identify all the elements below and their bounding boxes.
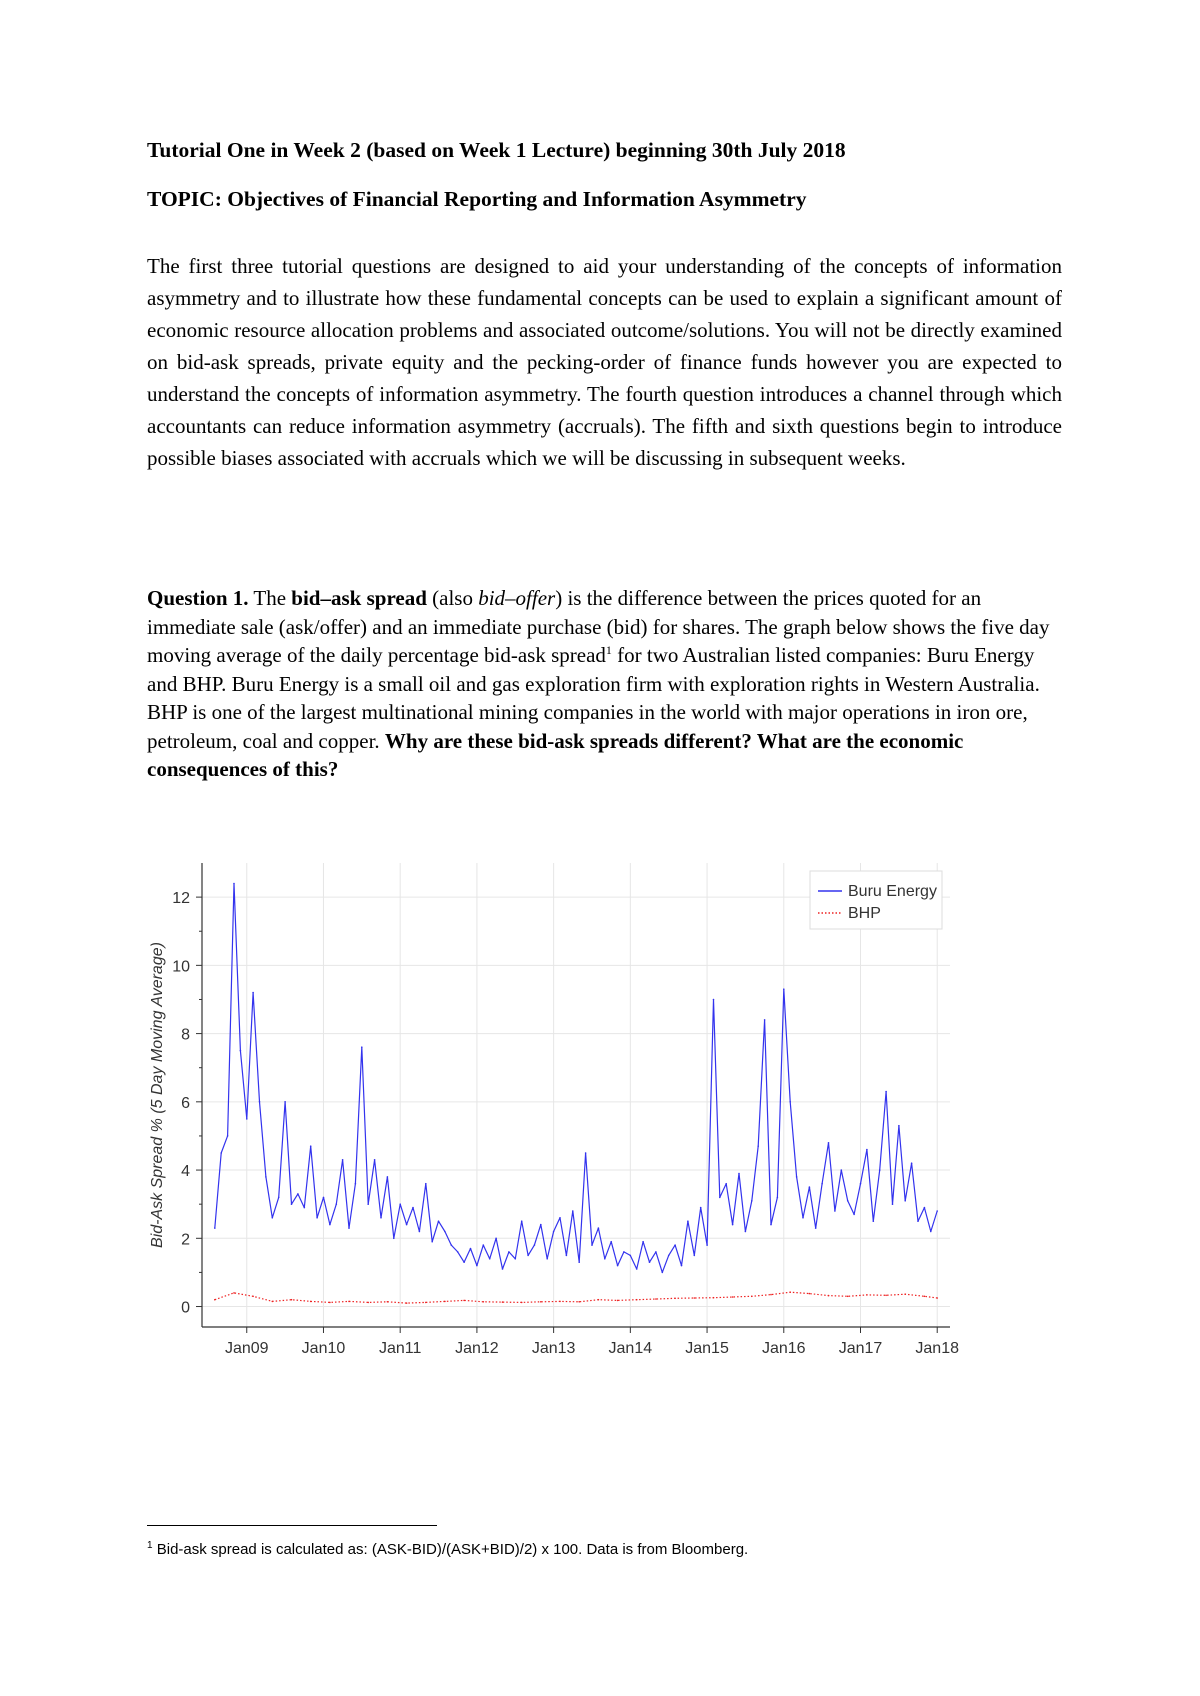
bhp-data-point bbox=[617, 1300, 619, 1302]
bhp-data-point bbox=[463, 1300, 465, 1302]
buru-energy-data-point bbox=[534, 1244, 536, 1246]
buru-energy-data-point bbox=[668, 1255, 670, 1257]
chart-grid bbox=[202, 863, 950, 1327]
y-tick-label: 2 bbox=[181, 1231, 190, 1249]
buru-energy-data-point bbox=[476, 1265, 478, 1267]
buru-energy-data-point bbox=[444, 1231, 446, 1233]
buru-energy-data-point bbox=[355, 1183, 357, 1185]
buru-energy-data-point bbox=[610, 1241, 612, 1243]
buru-energy-data-point bbox=[911, 1162, 913, 1164]
bhp-data-point bbox=[636, 1299, 638, 1301]
buru-energy-data-point bbox=[898, 1125, 900, 1127]
bhp-data-point bbox=[540, 1301, 542, 1303]
bhp-data-point bbox=[751, 1296, 753, 1298]
buru-energy-data-point bbox=[412, 1207, 414, 1209]
buru-energy-data-point bbox=[572, 1210, 574, 1212]
buru-energy-data-point bbox=[278, 1197, 280, 1199]
bhp-data-point bbox=[655, 1298, 657, 1300]
buru-energy-data-point bbox=[470, 1248, 472, 1250]
buru-energy-data-point bbox=[374, 1159, 376, 1161]
footnote-reference: 1 bbox=[605, 643, 612, 657]
buru-energy-data-point bbox=[495, 1238, 497, 1240]
y-axis-label: Bid-Ask Spread % (5 Day Moving Average) bbox=[149, 942, 166, 1248]
buru-energy-data-point bbox=[323, 1197, 325, 1199]
buru-energy-data-point bbox=[649, 1261, 651, 1263]
bhp-data-point bbox=[578, 1301, 580, 1303]
bhp-data-point bbox=[272, 1301, 274, 1303]
x-tick-label: Jan13 bbox=[531, 1340, 576, 1357]
bid-offer-term: bid–offer bbox=[478, 586, 556, 610]
buru-energy-data-point bbox=[233, 883, 235, 885]
buru-energy-data-point bbox=[841, 1169, 843, 1171]
bhp-data-point bbox=[789, 1291, 791, 1293]
buru-energy-data-point bbox=[304, 1207, 306, 1209]
buru-energy-data-point bbox=[502, 1268, 504, 1270]
bhp-data-point bbox=[502, 1301, 504, 1303]
buru-energy-data-point bbox=[451, 1244, 453, 1246]
buru-energy-data-point bbox=[694, 1255, 696, 1257]
y-tick-label: 4 bbox=[181, 1163, 190, 1181]
buru-energy-data-point bbox=[214, 1227, 216, 1229]
y-tick-label: 12 bbox=[172, 890, 190, 908]
buru-energy-data-point bbox=[713, 999, 715, 1001]
buru-energy-data-point bbox=[885, 1091, 887, 1093]
x-tick-label: Jan17 bbox=[838, 1340, 883, 1357]
buru-energy-data-point bbox=[783, 988, 785, 990]
bhp-data-point bbox=[483, 1301, 485, 1303]
buru-energy-data-point bbox=[380, 1217, 382, 1219]
buru-energy-data-point bbox=[892, 1203, 894, 1205]
buru-energy-data-point bbox=[700, 1207, 702, 1209]
bhp-data-point bbox=[847, 1296, 849, 1298]
buru-energy-data-point bbox=[489, 1258, 491, 1260]
bhp-data-point bbox=[809, 1293, 811, 1295]
buru-energy-data-point bbox=[553, 1231, 555, 1233]
buru-energy-data-point bbox=[329, 1224, 331, 1226]
buru-energy-data-point bbox=[598, 1227, 600, 1229]
buru-energy-data-point bbox=[738, 1173, 740, 1175]
buru-energy-data-point bbox=[642, 1241, 644, 1243]
buru-energy-data-point bbox=[924, 1207, 926, 1209]
buru-energy-data-point bbox=[860, 1183, 862, 1185]
bid-ask-term: bid–ask spread bbox=[291, 586, 427, 610]
buru-energy-data-point bbox=[802, 1217, 804, 1219]
buru-energy-data-point bbox=[770, 1224, 772, 1226]
buru-energy-data-point bbox=[866, 1149, 868, 1151]
footnote-text: Bid-ask spread is calculated as: (ASK-BID)/(ASK+BID)/2) x 100. Data is from Bloomberg. bbox=[152, 1541, 749, 1558]
buru-energy-data-point bbox=[527, 1255, 529, 1257]
x-tick-label: Jan18 bbox=[915, 1340, 960, 1357]
bhp-data-point bbox=[233, 1292, 235, 1294]
buru-energy-data-point bbox=[655, 1251, 657, 1253]
buru-energy-data-point bbox=[764, 1019, 766, 1021]
bhp-data-point bbox=[559, 1301, 561, 1303]
buru-energy-data-point bbox=[904, 1200, 906, 1202]
buru-energy-data-point bbox=[789, 1101, 791, 1103]
bhp-data-point bbox=[329, 1302, 331, 1304]
question-1-label: Question 1. bbox=[147, 586, 249, 610]
bhp-data-point bbox=[866, 1294, 868, 1296]
bhp-data-point bbox=[828, 1295, 830, 1297]
buru-energy-data-point bbox=[706, 1244, 708, 1246]
buru-energy-data-point bbox=[336, 1203, 338, 1205]
y-tick-label: 6 bbox=[181, 1094, 190, 1112]
footnote-rule bbox=[147, 1525, 437, 1526]
y-tick-label: 10 bbox=[172, 958, 190, 976]
bhp-data-point bbox=[732, 1296, 734, 1298]
buru-energy-data-point bbox=[508, 1251, 510, 1253]
bhp-data-point bbox=[713, 1297, 715, 1299]
buru-energy-data-point bbox=[348, 1227, 350, 1229]
buru-energy-data-point bbox=[291, 1203, 293, 1205]
buru-energy-data-point bbox=[847, 1200, 849, 1202]
buru-energy-data-point bbox=[284, 1101, 286, 1103]
x-tick-label: Jan10 bbox=[301, 1340, 346, 1357]
bhp-data-point bbox=[885, 1295, 887, 1297]
chart-legend bbox=[810, 871, 942, 929]
buru-energy-data-point bbox=[725, 1183, 727, 1185]
bhp-data-point bbox=[291, 1299, 293, 1301]
bhp-data-point bbox=[694, 1297, 696, 1299]
buru-energy-data-point bbox=[515, 1258, 517, 1260]
bhp-data-point bbox=[521, 1302, 523, 1304]
buru-energy-data-point bbox=[636, 1268, 638, 1270]
buru-energy-data-point bbox=[757, 1145, 759, 1147]
buru-energy-data-point bbox=[431, 1241, 433, 1243]
buru-energy-data-point bbox=[687, 1220, 689, 1222]
buru-energy-data-point bbox=[399, 1203, 401, 1205]
buru-energy-data-point bbox=[809, 1186, 811, 1188]
bhp-data-point bbox=[367, 1302, 369, 1304]
bhp-data-point bbox=[770, 1294, 772, 1296]
buru-energy-data-point bbox=[585, 1152, 587, 1154]
buru-energy-data-point bbox=[559, 1217, 561, 1219]
bhp-data-point bbox=[425, 1302, 427, 1304]
bhp-data-point bbox=[387, 1301, 389, 1303]
buru-energy-data-point bbox=[361, 1046, 363, 1048]
buru-energy-data-point bbox=[936, 1210, 938, 1212]
buru-energy-data-point bbox=[732, 1224, 734, 1226]
buru-energy-data-point bbox=[777, 1197, 779, 1199]
buru-energy-data-point bbox=[681, 1265, 683, 1267]
intro-paragraph: The first three tutorial questions are designed to aid your understanding of the concepts of information asymmetry and to illustrate how these fundamental concepts can be used to explain a significant amount of economic resource allocation problems and associated outcome/solutions. You will not be directly examined on bid-ask spreads, private equity and the pecking-order of finance funds however you are expected to understand the concepts of information asymmetry. The fourth question introduces a channel through which accountants can reduce information asymmetry (accruals). The fifth and sixth questions begin to introduce possible biases associated with accruals which we will be discussing in subsequent weeks. bbox=[147, 254, 1062, 470]
buru-energy-data-point bbox=[246, 1118, 248, 1120]
buru-energy-data-point bbox=[591, 1244, 593, 1246]
bhp-data-point bbox=[936, 1297, 938, 1299]
buru-energy-data-point bbox=[297, 1193, 299, 1195]
bhp-data-point bbox=[924, 1296, 926, 1298]
buru-energy-data-point bbox=[272, 1217, 274, 1219]
buru-energy-data-point bbox=[425, 1183, 427, 1185]
bhp-data-point bbox=[406, 1302, 408, 1304]
buru-energy-data-point bbox=[438, 1220, 440, 1222]
buru-energy-data-point bbox=[853, 1214, 855, 1216]
chart-series bbox=[214, 883, 938, 1304]
question-1-ask: Why are these bid-ask spreads different? What are the economic consequences of this? bbox=[147, 728, 964, 781]
bhp-data-point bbox=[214, 1299, 216, 1301]
buru-energy-data-point bbox=[821, 1183, 823, 1185]
buru-energy-data-point bbox=[457, 1251, 459, 1253]
buru-energy-data-point bbox=[917, 1220, 919, 1222]
bhp-data-point bbox=[444, 1301, 446, 1303]
legend-label: Buru Energy bbox=[848, 883, 937, 900]
bhp-data-point bbox=[674, 1298, 676, 1300]
buru-energy-data-point bbox=[406, 1224, 408, 1226]
question-1-text: for two Australian listed companies: Buru Energy and BHP. Buru Energy is a small oil and gas exploration firm with exploration rights in Western Australia. BHP is one of the largest multinational mining companies in the world with major operations in iron ore, petroleum, coal and copper. bbox=[147, 643, 1040, 753]
x-tick-label: Jan14 bbox=[608, 1340, 653, 1357]
question-1-text: (also bbox=[426, 586, 479, 610]
buru-energy-data-point bbox=[483, 1244, 485, 1246]
bhp-data-point bbox=[904, 1293, 906, 1295]
buru-energy-data-point bbox=[463, 1261, 465, 1263]
y-tick-label: 8 bbox=[181, 1026, 190, 1044]
buru-energy-data-point bbox=[578, 1261, 580, 1263]
y-tick-label: 0 bbox=[181, 1299, 190, 1317]
buru-energy-data-point bbox=[342, 1159, 344, 1161]
tutorial-title: Tutorial One in Week 2 (based on Week 1 Lecture) beginning 30th July 2018 bbox=[147, 138, 846, 162]
question-1 bbox=[147, 584, 1067, 784]
topic-heading: TOPIC: Objectives of Financial Reporting and Information Asymmetry bbox=[147, 187, 807, 211]
bid-ask-spread-chart bbox=[130, 855, 1050, 1375]
buru-energy-data-point bbox=[310, 1145, 312, 1147]
buru-energy-data-point bbox=[751, 1200, 753, 1202]
buru-energy-data-point bbox=[566, 1255, 568, 1257]
x-tick-label: Jan09 bbox=[224, 1340, 269, 1357]
buru-energy-data-point bbox=[393, 1238, 395, 1240]
x-tick-label: Jan15 bbox=[685, 1340, 729, 1357]
buru-energy-data-point bbox=[521, 1220, 523, 1222]
buru-energy-data-point bbox=[873, 1220, 875, 1222]
buru-energy-data-point bbox=[316, 1217, 318, 1219]
buru-energy-data-point bbox=[674, 1244, 676, 1246]
buru-energy-data-point bbox=[828, 1142, 830, 1144]
buru-energy-data-point bbox=[834, 1210, 836, 1212]
buru-energy-data-point bbox=[387, 1176, 389, 1178]
x-tick-label: Jan12 bbox=[455, 1340, 499, 1357]
buru-energy-data-point bbox=[630, 1255, 632, 1257]
buru-energy-data-point bbox=[719, 1197, 721, 1199]
buru-energy-data-point bbox=[546, 1258, 548, 1260]
x-tick-label: Jan11 bbox=[378, 1340, 422, 1357]
buru-energy-data-point bbox=[265, 1176, 267, 1178]
question-1-text: ) is the difference between the prices quoted for an immediate sale (ask/offer) and an immediate purchase (bid) for shares. The graph below shows the five day moving average of the daily percentage bid-ask spread bbox=[147, 586, 1050, 667]
buru-energy-data-point bbox=[745, 1231, 747, 1233]
footnote-mark: 1 bbox=[147, 1540, 153, 1551]
buru-energy-data-point bbox=[220, 1152, 222, 1154]
bhp-data-point bbox=[348, 1301, 350, 1303]
buru-energy-data-point bbox=[662, 1272, 664, 1274]
buru-energy-data-point bbox=[419, 1231, 421, 1233]
buru-energy-data-point bbox=[623, 1251, 625, 1253]
buru-energy-data-point bbox=[540, 1224, 542, 1226]
bhp-data-point bbox=[310, 1301, 312, 1303]
buru-energy-data-point bbox=[617, 1265, 619, 1267]
buru-energy-data-point bbox=[930, 1231, 932, 1233]
buru-energy-data-point bbox=[367, 1203, 369, 1205]
buru-energy-data-point bbox=[796, 1176, 798, 1178]
question-1-text: The bbox=[248, 586, 292, 610]
buru-energy-data-point bbox=[815, 1227, 817, 1229]
footnote bbox=[147, 1540, 1047, 1560]
buru-energy-data-point bbox=[227, 1135, 229, 1137]
buru-energy-data-point bbox=[259, 1101, 261, 1103]
buru-energy-data-point bbox=[240, 1050, 242, 1052]
buru-energy-data-point bbox=[252, 992, 254, 994]
bhp-data-point bbox=[252, 1296, 254, 1298]
x-tick-label: Jan16 bbox=[761, 1340, 806, 1357]
legend-label: BHP bbox=[848, 905, 881, 922]
buru-energy-data-point bbox=[604, 1258, 606, 1260]
bhp-data-point bbox=[598, 1299, 600, 1301]
buru-energy-data-point bbox=[879, 1169, 881, 1171]
